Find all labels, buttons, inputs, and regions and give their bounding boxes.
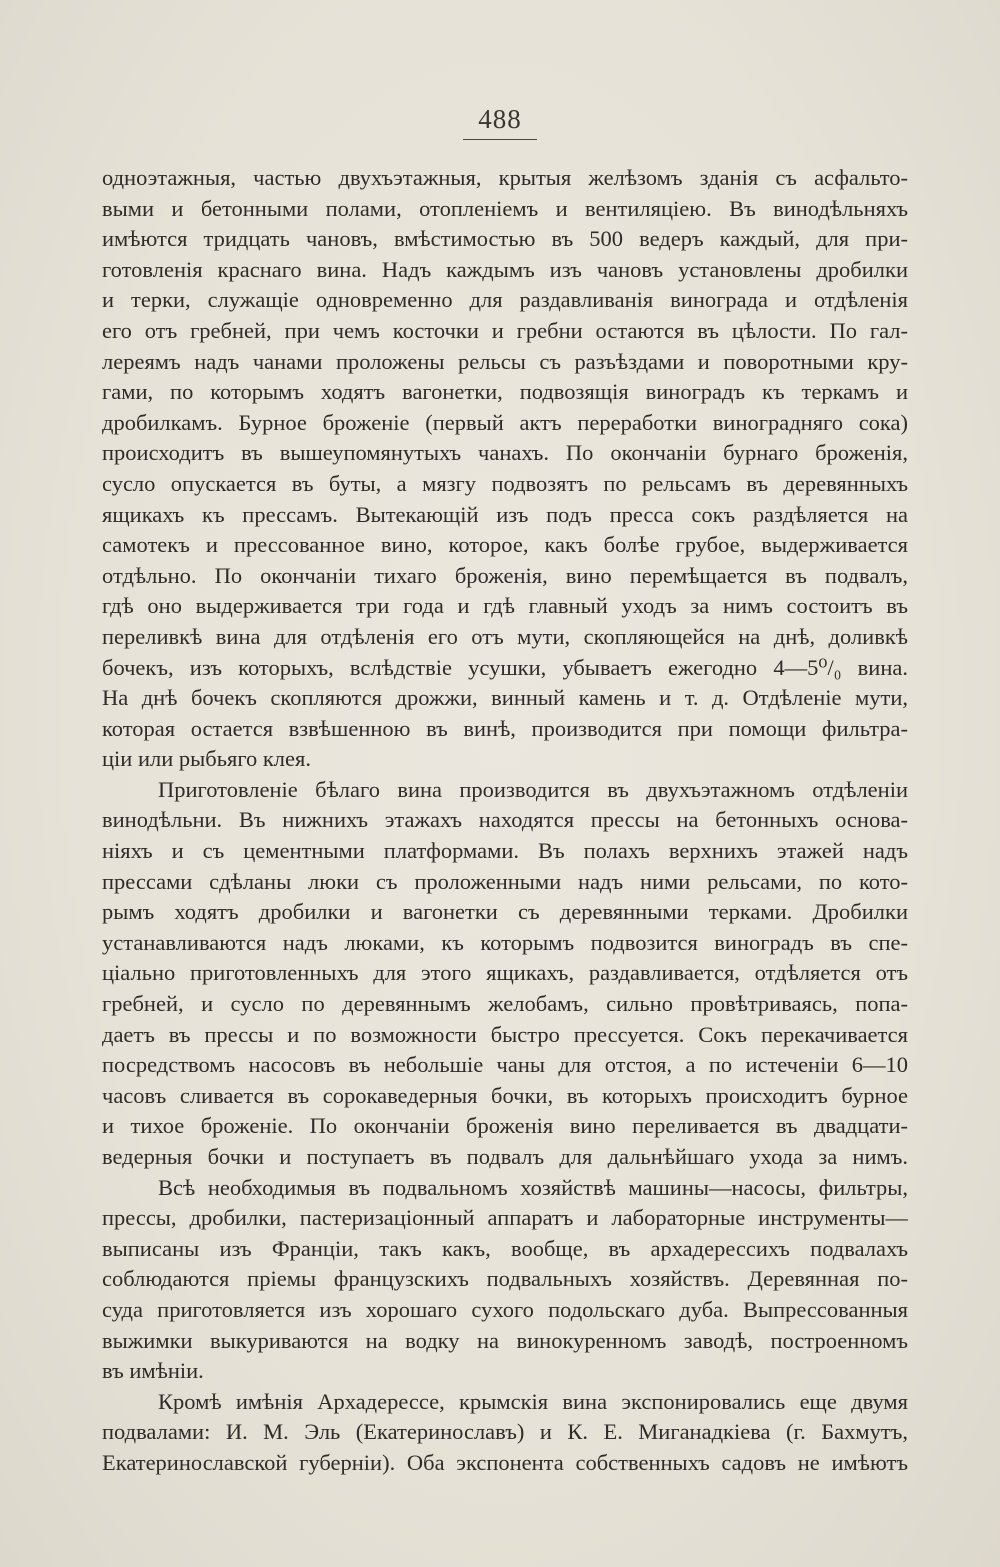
text-line: ящикахъ къ прессамъ. Вытекающій изъ подъ пресса сокъ раздѣляется на — [102, 501, 908, 527]
page-number-rule — [463, 139, 537, 140]
text-line: которая остается взвѣшенною въ винѣ, производится при помощи фильтра- — [102, 715, 908, 741]
text-line: ніяхъ и съ цементными платформами. Въ полахъ верхнихъ этажей надъ — [102, 838, 908, 864]
text-line: суда приготовляется изъ хорошаго сухого подольскаго дуба. Выпрессованныя — [102, 1296, 908, 1322]
text-line: отдѣльно. По окончаніи тихаго броженія, вино перемѣщается въ подвалъ, — [102, 562, 908, 588]
text-line: готовленія краснаго вина. Надъ каждымъ изъ чановъ установлены дробилки — [102, 256, 908, 282]
text-line: гами, по которымъ ходятъ вагонетки, подвозящія виноградъ къ теркамъ и — [102, 379, 908, 405]
text-line: Кромѣ имѣнія Архадерессе, крымскія вина экспонировались еще двумя — [158, 1388, 908, 1414]
text-line: въ имѣніи. — [102, 1358, 204, 1384]
text-line: лереямъ надъ чанами проложены рельсы съ разъѣздами и поворотными кру- — [102, 348, 908, 374]
text-line: переливкѣ вина для отдѣленія его отъ мути, скопляющейся на днѣ, доливкѣ — [102, 623, 908, 649]
text-line: и терки, служащіе одновременно для раздавливанія винограда и отдѣленія — [102, 287, 908, 313]
text-line: гдѣ оно выдерживается три года и гдѣ главный уходъ за нимъ состоитъ въ — [102, 593, 908, 619]
text-line: гребней, и сусло по деревяннымъ желобамъ, сильно провѣтриваясь, попа- — [102, 991, 908, 1017]
body-text — [102, 163, 908, 1479]
text-line: винодѣльни. Въ нижнихъ этажахъ находятся прессы на бетонныхъ основа- — [102, 807, 908, 833]
text-line: подвалами: И. М. Эль (Екатеринославъ) и К. Е. Миганадкіева (г. Бахмутъ, — [102, 1419, 908, 1445]
text-line: Всѣ необходимыя въ подвальномъ хозяйствѣ машины—насосы, фильтры, — [158, 1174, 908, 1200]
text-line: ведерныя бочки и поступаетъ въ подвалъ для дальнѣйшаго ухода за нимъ. — [102, 1144, 908, 1169]
page-number: 488 — [478, 104, 522, 134]
text-line: часовъ сливается въ сорокаведерныя бочки, въ которыхъ происходитъ бурное — [102, 1082, 908, 1108]
text-line: происходитъ въ вышеупомянутыхъ чанахъ. По окончаніи бурнаго броженія, — [102, 440, 908, 466]
text-line: одноэтажныя, частью двухъэтажныя, крытыя желѣзомъ зданія съ асфальто- — [102, 165, 908, 190]
text-line: посредствомъ насосовъ въ небольшіе чаны для отстоя, а по истеченіи 6—10 — [102, 1052, 908, 1078]
text-line: выписаны изъ Франціи, такъ какъ, вообще, въ архадерессихъ подвалахъ — [102, 1235, 908, 1261]
text-line: самотекъ и прессованное вино, которое, какъ болѣе грубое, выдерживается — [102, 532, 908, 558]
text-line: ціи или рыбьяго клея. — [102, 746, 311, 772]
text-line: рымъ ходятъ дробилки и вагонетки съ деревянными терками. Дробилки — [102, 899, 908, 925]
text-line: Приготовленіе бѣлаго вина производится въ двухъэтажномъ отдѣленіи — [158, 776, 908, 802]
text-line: даетъ въ прессы и по возможности быстро прессуется. Сокъ перекачивается — [102, 1021, 908, 1047]
text-line: Екатеринославской губерніи). Оба экспонента собственныхъ садовъ не имѣютъ — [102, 1449, 908, 1475]
text-line: сусло опускается въ буты, а мязгу подвозятъ по рельсамъ въ деревянныхъ — [102, 470, 908, 496]
text-line: бочекъ, изъ которыхъ, вслѣдствіе усушки, убываетъ ежегодно 4—5⁰/₀ вина. — [102, 654, 908, 680]
text-line: прессы, дробилки, пастеризаціонный аппаратъ и лабораторные инструменты— — [102, 1205, 908, 1231]
text-line: соблюдаются пріемы французскихъ подвальныхъ хозяйствъ. Деревянная по- — [102, 1266, 908, 1292]
text-line: устанавливаются надъ люками, къ которымъ подвозится виноградъ въ спе- — [102, 929, 908, 955]
text-line: имѣются тридцать чановъ, вмѣстимостью въ 500 ведеръ каждый, для при- — [102, 226, 908, 252]
text-line: На днѣ бочекъ скопляются дрожжи, винный камень и т. д. Отдѣленіе мути, — [102, 685, 908, 711]
text-line: его отъ гребней, при чемъ косточки и гребни остаются въ цѣлости. По гал- — [102, 317, 908, 343]
text-line: выми и бетонными полами, отопленіемъ и вентиляціею. Въ винодѣльняхъ — [102, 195, 908, 221]
text-line: дробилкамъ. Бурное броженіе (первый актъ переработки виноградняго сока) — [102, 409, 908, 435]
text-line: ціально приготовленныхъ для этого ящикахъ, раздавливается, отдѣляется отъ — [102, 960, 908, 986]
text-line: и тихое броженіе. По окончаніи броженія вино переливается въ двадцати- — [102, 1113, 908, 1139]
text-line: выжимки выкуриваются на водку на винокуренномъ заводѣ, построенномъ — [102, 1327, 908, 1353]
text-line: прессами сдѣланы люки съ проложенными надъ ними рельсами, по кото- — [102, 868, 908, 894]
